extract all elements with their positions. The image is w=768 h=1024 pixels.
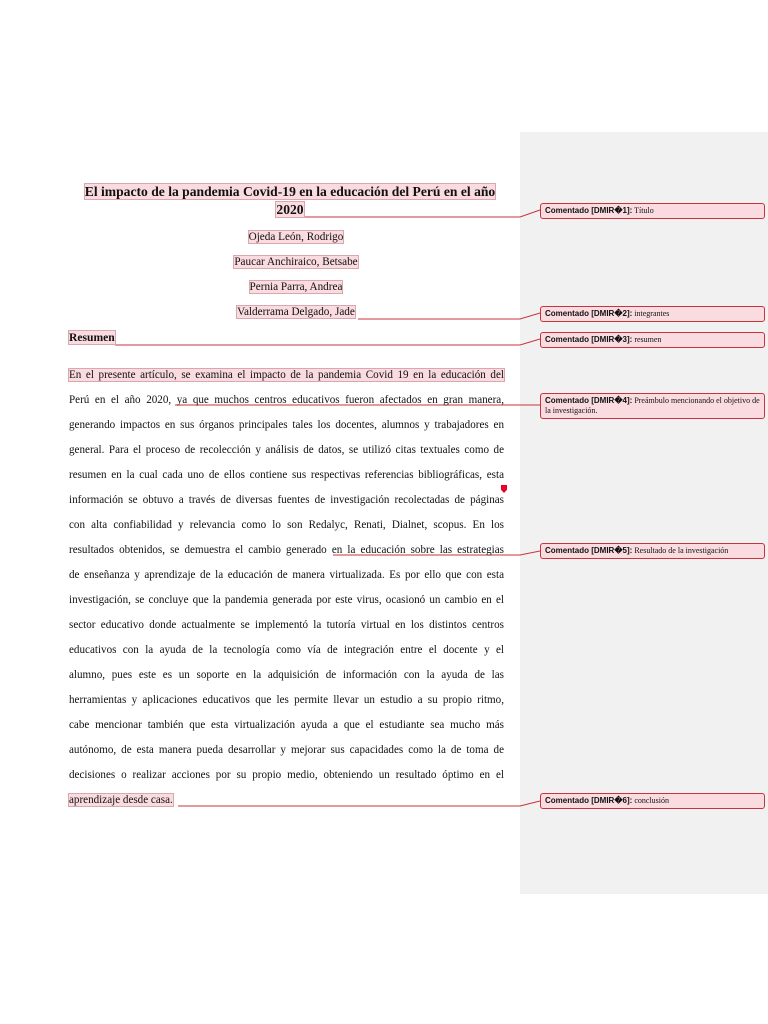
abstract-line: En el presente artículo, se examina el impacto de la pandemia Covid 19 en la educación del [69, 369, 504, 381]
abstract-line: decisiones o realizar acciones por su propio medio, obteniendo un resultado óptimo en el [69, 769, 504, 781]
comment-pane [520, 132, 768, 894]
abstract-line: investigación, se concluye que la pandemia generada por este virus, ocasionó un cambio en el [69, 594, 504, 606]
abstract-line: resumen en la cual cada uno de ellos contiene sus respectivas referencias bibliográficas, esta [69, 469, 504, 481]
author-2: Paucar Anchiraico, Betsabe [234, 256, 358, 268]
comment-bubble-5[interactable]: Comentado [DMIR�5]: Resultado de la investigación [540, 543, 765, 559]
comment-bubble-1[interactable]: Comentado [DMIR�1]: Título [540, 203, 765, 219]
abstract-line: educativos con la ayuda de la tecnología como vía de integración entre el docente y el [69, 644, 504, 656]
title-line-1: El impacto de la pandemia Covid-19 en la educación del Perú en el año [84, 184, 496, 199]
abstract-line: alumno, pues este es un soporte en la adquisición de información con la ayuda de las [69, 669, 504, 681]
title-line-2: 2020 [276, 202, 304, 217]
author-1: Ojeda León, Rodrigo [248, 231, 344, 243]
abstract-line: herramientas y aplicaciones educativos que les permite llevar un estudio a su propio ritmo, [69, 694, 504, 706]
abstract-line: aprendizaje desde casa. [69, 794, 173, 806]
document-title[interactable] [60, 183, 520, 219]
author-3: Pernia Parra, Andrea [249, 281, 343, 293]
abstract-line: información se obtuvo a través de diversas fuentes de investigación recolectadas de páginas [69, 494, 504, 506]
abstract-line: con alta confiabilidad y relevancia como lo son Redalyc, Renati, Dialnet, scopus. En los [69, 519, 504, 531]
comment-bubble-6[interactable]: Comentado [DMIR�6]: conclusión [540, 793, 765, 809]
section-heading: Resumen [69, 331, 115, 344]
abstract-line: Perú en el año 2020, ya que muchos centros educativos fueron afectados en gran manera, [69, 394, 504, 406]
author-4: Valderrama Delgado, Jade [237, 306, 355, 318]
comment-bubble-3[interactable]: Comentado [DMIR�3]: resumen [540, 332, 765, 348]
abstract-line: sector educativo donde actualmente se implementó la tutoría virtual en los distintos centros [69, 619, 504, 631]
abstract-line: generando impactos en sus órganos principales tales los docentes, alumnos y trabajadores en [69, 419, 504, 431]
abstract-line: de enseñanza y aprendizaje de la educación de manera virtualizada. Es por ello que con esta [69, 569, 504, 581]
abstract-line: resultados obtenidos, se demuestra el cambio generado en la educación sobre las estrategias [69, 544, 504, 556]
comment-bubble-2[interactable]: Comentado [DMIR�2]: integrantes [540, 306, 765, 322]
abstract-line: general. Para el proceso de recolección y análisis de datos, se utilizó citas textuales como de [69, 444, 504, 456]
comment-bubble-4[interactable]: Comentado [DMIR�4]: Preámbulo mencionando el objetivo de la investigación. [540, 393, 765, 419]
abstract-line: cabe mencionar también que esta virtualización ayuda a que el estudiante sea mucho más [69, 719, 504, 731]
abstract-line: autónomo, de esta manera pueda desarrollar y mejorar sus capacidades como la de toma de [69, 744, 504, 756]
